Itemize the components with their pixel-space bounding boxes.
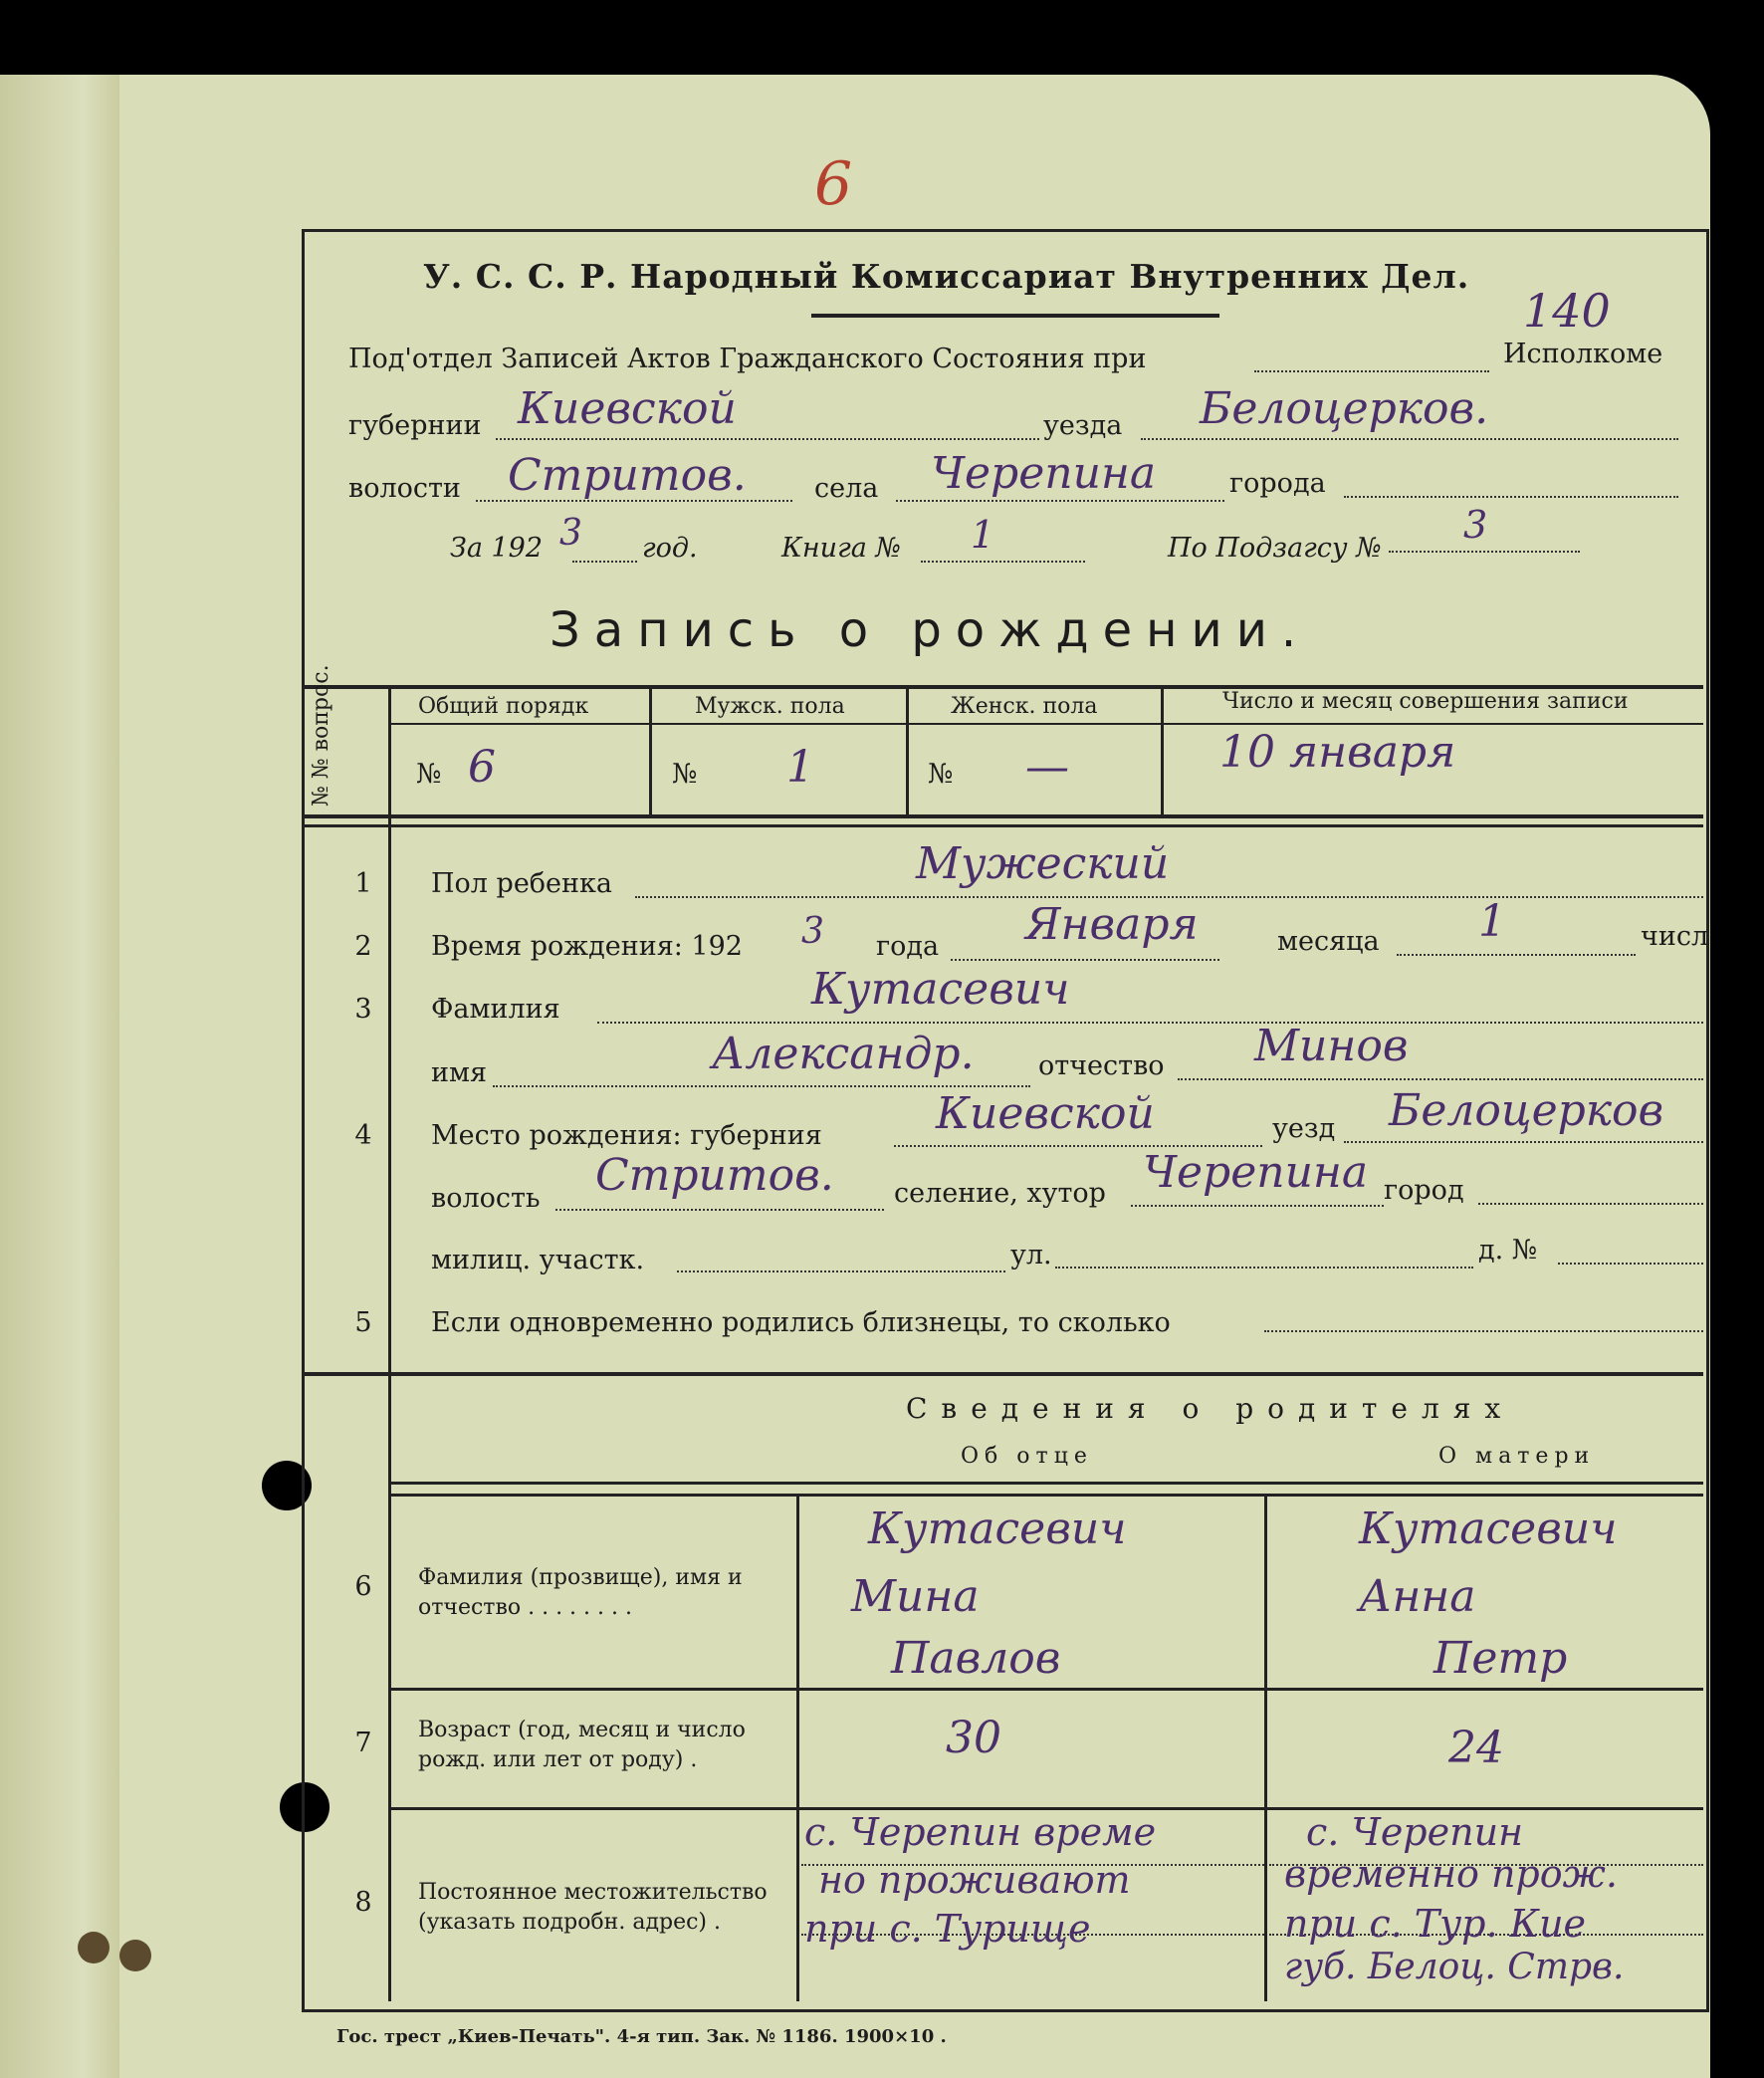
- q6-label-line1: Фамилия (прозвище), имя и: [418, 1565, 743, 1590]
- grid-line: [304, 814, 1703, 818]
- q2-day-label: числ: [1641, 921, 1709, 952]
- book-value: 1: [971, 513, 995, 557]
- q4-volost-blank: [555, 1209, 884, 1211]
- q2-day-value: 1: [1478, 896, 1506, 947]
- grid-line: [1161, 687, 1164, 816]
- selo-blank: [896, 500, 1224, 502]
- q5-label: Если одновременно родились близнецы, то сколько: [431, 1307, 1171, 1338]
- uezd-label: уезда: [1043, 410, 1123, 441]
- year-prefix: За 192: [450, 533, 544, 564]
- q5-number: 5: [354, 1307, 372, 1338]
- printer-footer: Гос. трест „Киев-Печать". 4-я тип. Зак. № 1186. 1900×10 .: [336, 2026, 947, 2047]
- mother-address-1: с. Черепин: [1306, 1810, 1524, 1854]
- q8-label-line2: (указать подробн. адрес) .: [418, 1910, 721, 1935]
- mother-patronymic: Петр: [1433, 1633, 1568, 1684]
- q1-label: Пол ребенка: [431, 868, 612, 899]
- q2-year: 3: [801, 911, 824, 952]
- grid-line: [304, 824, 1703, 827]
- grid-line: [388, 687, 391, 2001]
- mother-header: О матери: [1438, 1444, 1596, 1469]
- subdept-suffix: Исполкоме: [1503, 339, 1663, 369]
- q4-selo-value: Черепина: [1143, 1147, 1369, 1198]
- selo-label: села: [814, 473, 879, 504]
- date-value: 10 января: [1219, 727, 1456, 778]
- q4-uezd-blank: [1344, 1141, 1703, 1143]
- mother-address-2: временно прож.: [1284, 1852, 1618, 1896]
- q4-gub-value: Киевской: [936, 1088, 1155, 1139]
- document-title: У. С. С. Р. Народный Комиссариат Внутренних Дел.: [423, 257, 1470, 296]
- female-label: Женск. пола: [951, 694, 1098, 719]
- mother-age: 24: [1448, 1723, 1504, 1773]
- q4-milic-blank: [677, 1270, 1005, 1272]
- grid-line: [1264, 1494, 1267, 2001]
- q4-ul-blank: [1055, 1267, 1473, 1269]
- grid-line: [390, 1688, 1703, 1691]
- q6-number: 6: [354, 1571, 372, 1602]
- q5-blank: [1264, 1330, 1703, 1332]
- q3-number: 3: [354, 994, 372, 1025]
- male-value: 1: [786, 742, 814, 793]
- volost-label: волости: [348, 473, 461, 504]
- q3-value: Кутасевич: [811, 964, 1070, 1015]
- year-blank: [572, 561, 637, 563]
- rivet: [78, 1932, 110, 1963]
- q4-selo-blank: [1131, 1205, 1384, 1207]
- grid-line: [649, 687, 652, 816]
- date-label: Число и месяц совершения записи: [1222, 689, 1629, 714]
- father-address-3: при с. Турище: [804, 1907, 1091, 1951]
- q4-dom-label: д. №: [1478, 1235, 1538, 1266]
- subrecord-label: По Подзагсу №: [1168, 533, 1382, 564]
- question-header: № № вопрос.: [309, 664, 333, 807]
- mother-surname: Кутасевич: [1359, 1503, 1618, 1554]
- q1-value: Мужеский: [916, 838, 1170, 889]
- father-name: Мина: [851, 1571, 980, 1622]
- subrecord-blank: [1389, 551, 1580, 553]
- year-value: 3: [559, 513, 582, 554]
- q1-blank: [635, 896, 1703, 898]
- corner-number: 140: [1523, 284, 1611, 338]
- subdept-label: Под'отдел Записей Актов Гражданского Состояния при: [348, 344, 1147, 374]
- selo-value: Черепина: [931, 448, 1157, 499]
- q2-day-blank: [1397, 954, 1636, 956]
- father-age: 30: [946, 1713, 1001, 1763]
- q3-patr-value: Минов: [1254, 1021, 1409, 1071]
- q8-number: 8: [354, 1887, 372, 1918]
- q2-month-blank: [951, 959, 1219, 961]
- q4-number: 4: [354, 1120, 372, 1151]
- q6-label-line2: отчество . . . . . . . .: [418, 1595, 632, 1620]
- mother-address-4: губ. Белоц. Стрв.: [1284, 1947, 1625, 1987]
- q4-gorod-blank: [1478, 1203, 1703, 1205]
- record-title: Запись о рождении.: [550, 602, 1311, 658]
- q2-month-label: месяца: [1277, 926, 1380, 957]
- uezd-value: Белоцерков.: [1200, 383, 1489, 434]
- book-blank: [921, 561, 1085, 563]
- q4-dom-blank: [1558, 1263, 1703, 1265]
- q7-label-line1: Возраст (год, месяц и число: [418, 1718, 746, 1742]
- q3-patr-blank: [1178, 1078, 1703, 1080]
- q1-number: 1: [354, 868, 372, 899]
- rivet: [119, 1940, 151, 1971]
- q2-month-value: Января: [1025, 899, 1199, 950]
- female-no: №: [928, 759, 954, 790]
- grid-line: [906, 687, 909, 816]
- father-patronymic: Павлов: [891, 1633, 1061, 1684]
- gubernia-label: губернии: [348, 410, 482, 441]
- male-label: Мужск. пола: [695, 694, 845, 719]
- q8-label-line1: Постоянное местожительство: [418, 1880, 768, 1905]
- gubernia-value: Киевской: [518, 383, 737, 434]
- q7-number: 7: [354, 1728, 372, 1758]
- q3-name-label: имя: [431, 1057, 488, 1088]
- mother-address-3: при с. Тур. Кие: [1284, 1902, 1587, 1946]
- father-header: Об отце: [961, 1444, 1093, 1469]
- father-surname: Кутасевич: [868, 1503, 1127, 1554]
- male-no: №: [672, 759, 698, 790]
- general-order-no: №: [416, 759, 442, 790]
- title-underline: [811, 314, 1219, 318]
- q4-volost-value: Стритов.: [595, 1150, 834, 1201]
- grid-line: [390, 723, 1703, 725]
- q2-number: 2: [354, 931, 372, 962]
- female-value: —: [1025, 742, 1069, 793]
- general-order-label: Общий порядк: [418, 694, 589, 719]
- year-suffix: год.: [642, 533, 698, 564]
- q2-label: Время рождения: 192: [431, 931, 743, 962]
- volost-value: Стритов.: [508, 450, 747, 501]
- q3-label: Фамилия: [431, 994, 560, 1025]
- uezd-blank: [1141, 438, 1678, 440]
- book-label: Книга №: [781, 533, 901, 564]
- mother-name: Анна: [1359, 1571, 1476, 1622]
- parents-title: Сведения о родителях: [906, 1392, 1515, 1425]
- gorod-blank: [1344, 496, 1678, 498]
- gorod-label: города: [1229, 468, 1326, 499]
- page-number: 6: [814, 149, 853, 219]
- general-order-value: 6: [468, 742, 496, 793]
- q4-selo-label: селение, хутор: [894, 1178, 1106, 1209]
- q3-name-blank: [493, 1085, 1030, 1087]
- q4-ul-label: ул.: [1010, 1240, 1052, 1270]
- q3-patr-label: отчество: [1038, 1050, 1165, 1081]
- grid-line: [304, 1372, 1703, 1376]
- q3-name-value: Александр.: [712, 1029, 975, 1079]
- grid-line: [390, 1482, 1703, 1485]
- subrecord-value: 3: [1463, 503, 1488, 547]
- q4-volost-label: волость: [431, 1183, 541, 1214]
- father-address-2: но проживают: [818, 1858, 1131, 1902]
- grid-line: [390, 1494, 1703, 1497]
- q2-year-label: года: [876, 931, 940, 962]
- q4-gorod-label: город: [1384, 1175, 1464, 1206]
- subdept-blank: [1254, 370, 1489, 372]
- gubernia-blank: [496, 438, 1039, 440]
- q3-blank: [597, 1022, 1703, 1024]
- q4-uezd-label: уезд: [1272, 1113, 1336, 1144]
- q4-milic-label: милиц. участк.: [431, 1245, 645, 1275]
- binding-strip: [0, 75, 119, 2078]
- q7-label-line2: рожд. или лет от роду) .: [418, 1747, 698, 1772]
- grid-line: [796, 1494, 799, 2001]
- father-address-1: с. Черепин време: [804, 1810, 1157, 1854]
- q4-uezd-value: Белоцерков: [1389, 1085, 1664, 1136]
- q4-label: Место рождения: губерния: [431, 1120, 822, 1151]
